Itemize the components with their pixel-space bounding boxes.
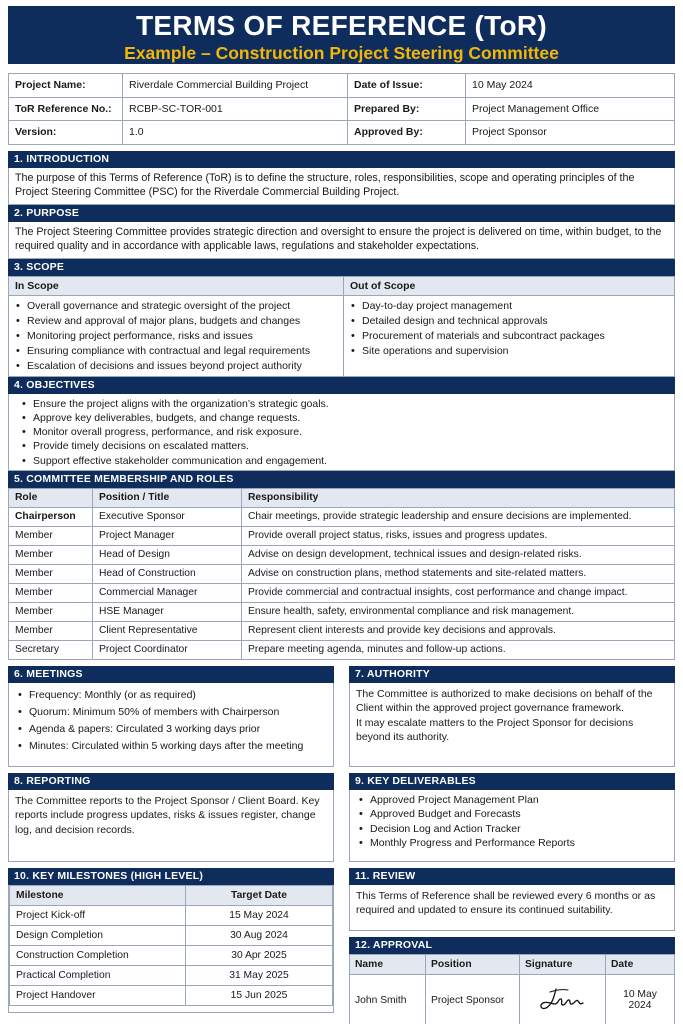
table-row — [9, 526, 675, 545]
table-row — [9, 507, 675, 526]
position-cell: Client Representative — [93, 621, 242, 640]
position-cell: Executive Sponsor — [93, 507, 242, 526]
list-item: • Ensuring compliance with contractual and legal requirements — [13, 344, 339, 359]
list-item: • Agenda & papers: Circulated 3 working days prior — [15, 721, 327, 738]
column-header: Date — [606, 954, 675, 974]
list-item: • Overall governance and strategic oversight of the project — [13, 299, 339, 314]
list-item: • Approved Project Management Plan — [356, 793, 668, 808]
authority-text: The Committee is authorized to make decisions on behalf of the Client within the approved project governance framework. — [356, 687, 653, 715]
out-scope-header: Out of Scope — [344, 276, 675, 295]
milestone-cell: Construction Completion — [10, 945, 186, 965]
table-row — [350, 974, 675, 1024]
role-cell: Member — [9, 526, 93, 545]
section-reporting — [8, 773, 334, 862]
prepared-label: Prepared By: — [348, 97, 466, 121]
position-cell: Head of Design — [93, 545, 242, 564]
scope-table — [8, 276, 675, 377]
prepared-value: Project Management Office — [466, 97, 675, 121]
section-text: The Project Steering Committee provides strategic direction and oversight to ensure the project is delivered on time, within budget, to the required quality and in accordance with applicable laws, regulations and stakeholder expectations. — [8, 222, 675, 259]
section-purpose — [8, 205, 675, 259]
list-item: • Ensure the project aligns with the organization’s strategic goals. — [19, 397, 674, 411]
section-heading: 9. KEY DELIVERABLES — [349, 773, 675, 790]
list-item: • Monitor overall progress, performance, and risk exposure. — [19, 425, 674, 439]
section-membership — [8, 471, 675, 660]
section-heading: 6. MEETINGS — [8, 666, 334, 683]
position-cell: Project Coordinator — [93, 640, 242, 659]
column-header: Milestone — [10, 885, 186, 905]
position-cell: Head of Construction — [93, 564, 242, 583]
approval-table — [349, 954, 675, 1024]
list-item: • Provide timely decisions on escalated matters. — [19, 439, 674, 453]
approval-date: 10 May 2024 — [606, 974, 675, 1024]
section-heading: 7. AUTHORITY — [349, 666, 675, 683]
table-row — [10, 965, 333, 985]
section-heading: 5. COMMITTEE MEMBERSHIP AND ROLES — [8, 471, 675, 488]
column-header: Position / Title — [93, 488, 242, 507]
role-cell: Member — [9, 602, 93, 621]
responsibility-cell: Advise on design development, technical issues and design-related risks. — [242, 545, 675, 564]
section-review — [349, 868, 675, 931]
table-row — [10, 905, 333, 925]
list-item: • Frequency: Monthly (or as required) — [15, 687, 327, 704]
section-heading: 1. INTRODUCTION — [8, 151, 675, 168]
responsibility-cell: Ensure health, safety, environmental compliance and risk management. — [242, 602, 675, 621]
section-heading: 11. REVIEW — [349, 868, 675, 885]
section-heading: 12. APPROVAL — [349, 937, 675, 954]
title-banner — [8, 6, 675, 64]
approver-name: John Smith — [350, 974, 426, 1024]
table-row — [9, 621, 675, 640]
milestone-cell: Design Completion — [10, 925, 186, 945]
list-item: • Support effective stakeholder communication and engagement. — [19, 454, 674, 468]
responsibility-cell: Provide commercial and contractual insights, cost performance and change impact. — [242, 583, 675, 602]
role-cell: Secretary — [9, 640, 93, 659]
responsibility-cell: Prepare meeting agenda, minutes and follow-up actions. — [242, 640, 675, 659]
document-title: TERMS OF REFERENCE (ToR) — [135, 10, 548, 41]
ref-label: ToR Reference No.: — [9, 97, 123, 121]
date-cell: 31 May 2025 — [186, 965, 333, 985]
section-meetings — [8, 666, 334, 767]
review-text: This Terms of Reference shall be reviewed every 6 months or as required and updated to ensure its continued suitability. — [349, 885, 675, 931]
objectives-list — [19, 397, 674, 468]
list-item: • Approved Budget and Forecasts — [356, 807, 668, 822]
role-cell: Chairperson — [9, 507, 93, 526]
approved-value: Project Sponsor — [466, 121, 675, 145]
section-objectives — [8, 377, 675, 471]
ref-value: RCBP-SC-TOR-001 — [123, 97, 348, 121]
reporting-text: The Committee reports to the Project Sponsor / Client Board. Key reports include progress updates, risks & issues register, change log, and decision records. — [8, 790, 334, 862]
table-row — [9, 640, 675, 659]
list-item: • Monitoring project performance, risks and issues — [13, 329, 339, 344]
responsibility-cell: Represent client interests and provide key decisions and approvals. — [242, 621, 675, 640]
list-item: • Site operations and supervision — [348, 344, 670, 359]
table-row — [9, 545, 675, 564]
table-row — [9, 583, 675, 602]
section-authority — [349, 666, 675, 767]
section-heading: 4. OBJECTIVES — [8, 377, 675, 394]
list-item: • Decision Log and Action Tracker — [356, 822, 668, 837]
section-milestones — [8, 868, 334, 1024]
responsibility-cell: Provide overall project status, risks, issues and progress updates. — [242, 526, 675, 545]
document-subtitle: Example – Construction Project Steering Committee — [124, 43, 559, 63]
position-cell: Commercial Manager — [93, 583, 242, 602]
column-header: Target Date — [186, 885, 333, 905]
table-row — [10, 925, 333, 945]
list-item: • Review and approval of major plans, budgets and changes — [13, 314, 339, 329]
list-item: • Procurement of materials and subcontract packages — [348, 329, 670, 344]
list-item: • Escalation of decisions and issues beyond project authority — [13, 359, 339, 374]
signature-icon — [534, 983, 592, 1015]
list-item: • Detailed design and technical approvals — [348, 314, 670, 329]
role-cell: Member — [9, 545, 93, 564]
in-scope-list — [13, 299, 339, 374]
role-cell: Member — [9, 564, 93, 583]
project-name-label: Project Name: — [9, 74, 123, 98]
section-heading: 10. KEY MILESTONES (HIGH LEVEL) — [8, 868, 334, 885]
milestone-cell: Project Kick-off — [10, 905, 186, 925]
responsibility-cell: Advise on construction plans, method statements and site-related matters. — [242, 564, 675, 583]
section-heading: 3. SCOPE — [8, 259, 675, 276]
column-header: Signature — [520, 954, 606, 974]
signature-cell — [520, 974, 606, 1024]
milestone-cell: Practical Completion — [10, 965, 186, 985]
section-text: The purpose of this Terms of Reference (ToR) is to define the structure, roles, responsibilities, scope and operating principles of the Project Steering Committee (PSC) for the Riverdale Commercial Building Project. — [8, 168, 675, 205]
list-item: • Monthly Progress and Performance Reports — [356, 836, 668, 851]
column-header: Responsibility — [242, 488, 675, 507]
responsibility-cell: Chair meetings, provide strategic leadership and ensure decisions are implemented. — [242, 507, 675, 526]
table-row — [10, 945, 333, 965]
membership-table — [8, 488, 675, 660]
date-cell: 15 May 2024 — [186, 905, 333, 925]
date-cell: 30 Apr 2025 — [186, 945, 333, 965]
table-row — [10, 985, 333, 1005]
version-value: 1.0 — [123, 121, 348, 145]
deliverables-list — [356, 793, 668, 851]
section-deliverables — [349, 773, 675, 862]
date-value: 10 May 2024 — [466, 74, 675, 98]
milestones-table — [9, 885, 333, 1006]
section-introduction — [8, 151, 675, 205]
table-row — [9, 564, 675, 583]
position-cell: Project Manager — [93, 526, 242, 545]
version-label: Version: — [9, 121, 123, 145]
approver-position: Project Sponsor — [426, 974, 520, 1024]
milestone-cell: Project Handover — [10, 985, 186, 1005]
section-heading: 8. REPORTING — [8, 773, 334, 790]
section-approval — [349, 937, 675, 1024]
position-cell: HSE Manager — [93, 602, 242, 621]
list-item: • Approve key deliverables, budgets, and change requests. — [19, 411, 674, 425]
list-item: • Minutes: Circulated within 5 working days after the meeting — [15, 738, 327, 755]
list-item: • Quorum: Minimum 50% of members with Chairperson — [15, 704, 327, 721]
date-label: Date of Issue: — [348, 74, 466, 98]
list-item: • Day-to-day project management — [348, 299, 670, 314]
out-scope-list — [348, 299, 670, 359]
section-heading: 2. PURPOSE — [8, 205, 675, 222]
column-header: Name — [350, 954, 426, 974]
role-cell: Member — [9, 621, 93, 640]
meetings-list — [15, 687, 327, 755]
table-row — [9, 602, 675, 621]
in-scope-header: In Scope — [9, 276, 344, 295]
date-cell: 30 Aug 2024 — [186, 925, 333, 945]
authority-escalation-text: It may escalate matters to the Project Sponsor for decisions beyond its authority. — [356, 716, 634, 744]
project-name-value: Riverdale Commercial Building Project — [123, 74, 348, 98]
approved-label: Approved By: — [348, 121, 466, 145]
column-header: Position — [426, 954, 520, 974]
role-cell: Member — [9, 583, 93, 602]
document-info-table — [8, 73, 675, 145]
date-cell: 15 Jun 2025 — [186, 985, 333, 1005]
column-header: Role — [9, 488, 93, 507]
section-scope — [8, 259, 675, 377]
